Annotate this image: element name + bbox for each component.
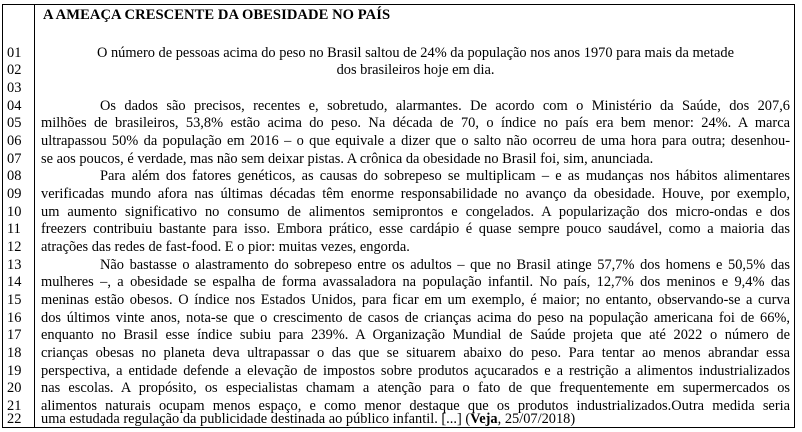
line-number: 13 (7, 257, 22, 273)
line-number: 14 (7, 274, 22, 290)
text-line: atrações das redes de fast-food. E o pior: muitas vezes, engorda. (41, 239, 410, 255)
text-line: um aumento significativo no consumo de alimentos semiprontos e congelados. A popularização dos micro-ondas e dos (41, 204, 790, 220)
line-number: 21 (7, 398, 22, 414)
line-number: 06 (7, 133, 22, 149)
line-number-divider (34, 4, 35, 428)
line-number: 01 (7, 45, 22, 61)
citation-date: , 25/07/2018) (497, 411, 576, 427)
line-number: 16 (7, 310, 22, 326)
text-line: meninas estão obesos. O índice nos Estados Unidos, para ficar em um exemplo, é maior; no entanto, observando-se a curva (41, 292, 790, 308)
text-line: milhões de brasileiros, 53,8% estão acima do peso. Na década de 70, o índice no país era bem menor: 24%. A marca (41, 115, 790, 131)
line-number: 15 (7, 292, 22, 308)
subtitle-line: O número de pessoas acima do peso no Brasil saltou de 24% da população nos anos 1970 para mais da metade (96, 45, 735, 61)
line-number: 08 (7, 168, 22, 184)
text-line: mulheres –, a obesidade se espalha de forma avassaladora na população infantil. No país, 12,7% dos meninos e 9,4% das (41, 274, 790, 290)
final-line-text: uma estudada regulação da publicidade destinada ao público infantil. [...] ( (41, 411, 471, 427)
line-number: 20 (7, 380, 22, 396)
line-number: 03 (7, 80, 22, 96)
subtitle-line: dos brasileiros hoje em dia. (336, 62, 495, 78)
line-number: 07 (7, 151, 22, 167)
text-line: perspectiva, a entidade defende a elevação de impostos sobre produtos açucarados e a restrição a alimentos industrializados (41, 363, 790, 379)
text-line: verificadas mundo afora nas últimas décadas têm enorme responsabilidade no avanço da obesidade. Houve, por exemplo, (41, 186, 790, 202)
text-line: nas escolas. A propósito, os especialistas chamam a atenção para o fato de que frequentemente em supermercados os (41, 380, 790, 396)
text-line: crianças obesas no planeta deva ultrapassar o das que se situarem abaixo do peso. Para tentar ao menos abrandar essa (41, 345, 790, 361)
line-number: 04 (7, 98, 22, 114)
text-line: alimentos naturais ocupam menos espaço, e como menor destaque que os produtos industrializados.Outra medida seria (41, 398, 790, 414)
document-title: A AMEAÇA CRESCENTE DA OBESIDADE NO PAÍS (43, 7, 391, 23)
text-line: Os dados são precisos, recentes e, sobretudo, alarmantes. De acordo com o Ministério da Saúde, dos 207,6 (100, 98, 790, 114)
line-number: 09 (7, 186, 22, 202)
text-line: ultrapassou 50% da população em 2016 – o que equivale a dizer que o salto não ocorreu de uma hora para outra; desenhou- (41, 133, 790, 149)
citation-source: Veja (470, 411, 498, 427)
line-number: 17 (7, 327, 22, 343)
line-number: 11 (7, 221, 21, 237)
text-line: dos últimos vinte anos, nota-se que o crescimento de casos de crianças acima do peso na população americana foi de 66%, (41, 310, 790, 326)
text-line: se aos poucos, é verdade, mas não sem deixar pistas. A crônica da obesidade no Brasil foi, sim, anunciada. (41, 151, 654, 167)
line-number: 10 (7, 204, 22, 220)
line-number: 18 (7, 345, 22, 361)
text-line: Não bastasse o alastramento do sobrepeso entre os adultos – que no Brasil atinge 57,7% dos homens e 50,5% das (100, 257, 790, 273)
line-number: 02 (7, 62, 22, 78)
text-line-final (41, 411, 790, 428)
line-number: 19 (7, 363, 22, 379)
line-number: 05 (7, 115, 22, 131)
text-line: enquanto no Brasil esse índice subiu para 239%. A Organização Mundial de Saúde projeta que até 2022 o número de (41, 327, 790, 343)
text-line: freezers contribuiu bastante para isso. Embora prático, esse cardápio é quase sempre pouco saudável, como a maioria das (41, 221, 790, 237)
line-number: 22 (7, 411, 22, 427)
line-number: 12 (7, 239, 22, 255)
text-line: Para além dos fatores genéticos, as causas do sobrepeso se multiplicam – e as mudanças nos hábitos alimentares (100, 168, 790, 184)
